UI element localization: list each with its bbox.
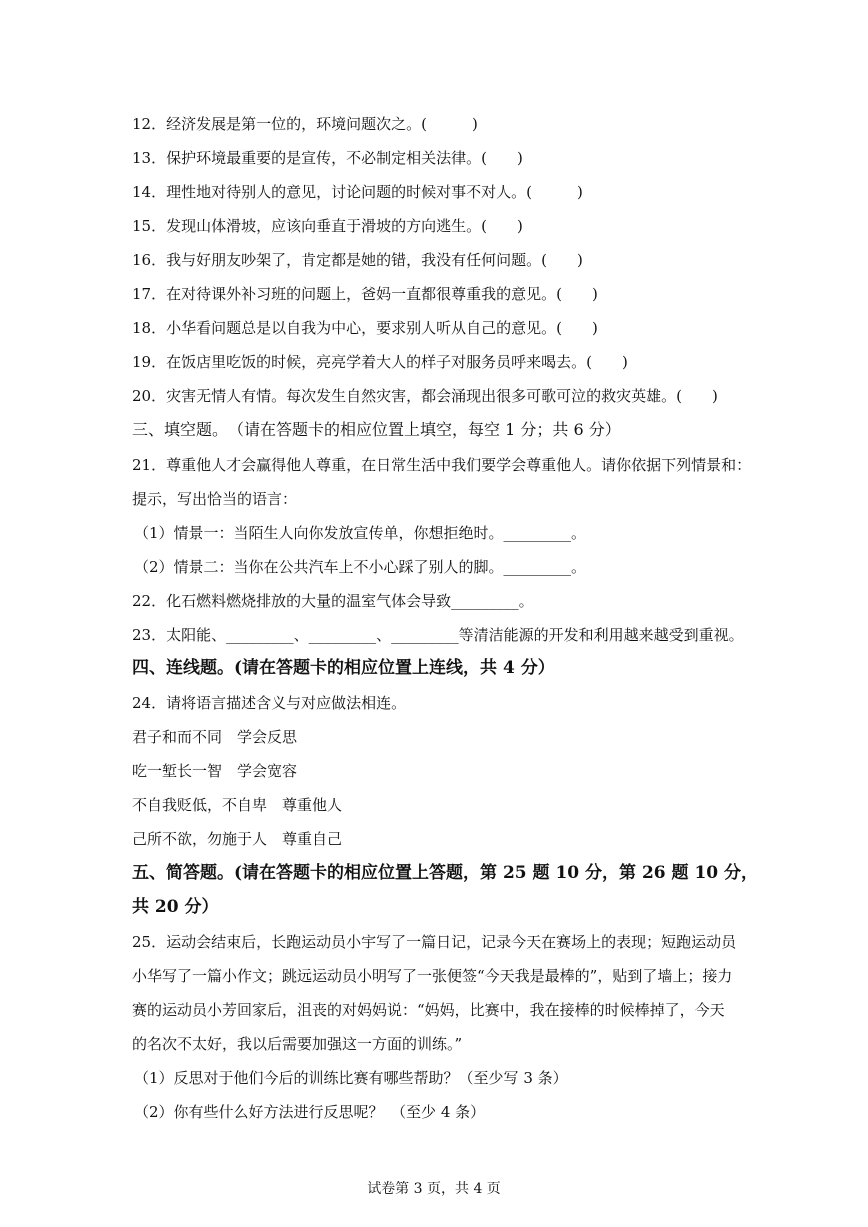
- section5-heading-line2: 共 20 分）: [132, 897, 219, 917]
- matching-pair: 己所不欲，勿施于人 尊重自己: [132, 830, 343, 848]
- judgement-item-19: 19．在饭店里吃饭的时候，亮亮学着大人的样子对服务员呼来喝去。( ): [132, 353, 628, 371]
- judgement-item-12: 12．经济发展是第一位的，环境问题次之。( ): [132, 115, 478, 133]
- matching-pair: 君子和而不同 学会反思: [132, 728, 298, 746]
- question-21-line1: 21．尊重他人才会赢得他人尊重，在日常生活中我们要学会尊重他人。请你依据下列情景和：: [132, 456, 752, 474]
- question-21-part1: （1）情景一：当陌生人向你发放宣传单，你想拒绝时。_________。: [134, 524, 587, 542]
- question-21-part2: （2）情景二：当你在公共汽车上不小心踩了别人的脚。_________。: [134, 558, 587, 576]
- question-23: 23．太阳能、_________、_________、_________等清洁能源的开发和利用越来越受到重视。: [132, 626, 744, 644]
- question-25-line: 小华写了一篇小作文；跳远运动员小明写了一张便签“今天我是最棒的”，贴到了墙上；接力: [132, 967, 733, 985]
- judgement-item-15: 15．发现山体滑坡，应该向垂直于滑坡的方向逃生。( ): [132, 217, 523, 235]
- question-25-line: 25．运动会结束后，长跑运动员小宇写了一篇日记，记录今天在赛场上的表现；短跑运动员: [132, 933, 737, 951]
- judgement-item-20: 20．灾害无情人有情。每次发生自然灾害，都会涌现出很多可歌可泣的救灾英雄。( ): [132, 387, 718, 405]
- matching-pair: 不自我贬低，不自卑 尊重他人: [132, 796, 343, 814]
- judgement-item-16: 16．我与好朋友吵架了，肯定都是她的错，我没有任何问题。( ): [132, 251, 583, 269]
- section5-heading-line1: 五、简答题。(请在答题卡的相应位置上答题，第 25 题 10 分，第 26 题 10 分，: [132, 863, 759, 883]
- question-24: 24．请将语言描述含义与对应做法相连。: [132, 694, 407, 712]
- judgement-item-17: 17．在对待课外补习班的问题上，爸妈一直都很尊重我的意见。( ): [132, 285, 598, 303]
- question-25-part2: （2）你有些什么好方法进行反思呢？ （至少 4 条）: [134, 1103, 486, 1121]
- section3-heading: 三、填空题。 （请在答题卡的相应位置上填空，每空 1 分；共 6 分）: [132, 420, 621, 439]
- judgement-item-13: 13．保护环境最重要的是宣传，不必制定相关法律。( ): [132, 149, 523, 167]
- question-21-line2: 提示，写出恰当的语言：: [132, 490, 298, 508]
- matching-pair: 吃一堑长一智 学会宽容: [132, 762, 298, 780]
- judgement-item-18: 18．小华看问题总是以自我为中心，要求别人听从自己的意见。( ): [132, 319, 598, 337]
- question-25-line: 赛的运动员小芳回家后，沮丧的对妈妈说：“妈妈，比赛中，我在接棒的时候棒掉了，今天: [132, 1001, 725, 1019]
- judgement-item-14: 14．理性地对待别人的意见，讨论问题的时候对事不对人。( ): [132, 183, 583, 201]
- page-footer: 试卷第 3 页，共 4 页: [367, 1181, 501, 1197]
- question-25-line: 的名次不太好，我以后需要加强这一方面的训练。”: [132, 1035, 463, 1053]
- question-25-part1: （1）反思对于他们今后的训练比赛有哪些帮助？（至少写 3 条）: [134, 1069, 568, 1087]
- section4-heading: 四、连线题。(请在答题卡的相应位置上连线，共 4 分）: [132, 658, 555, 678]
- question-22: 22．化石燃料燃烧排放的大量的温室气体会导致_________。: [132, 592, 534, 610]
